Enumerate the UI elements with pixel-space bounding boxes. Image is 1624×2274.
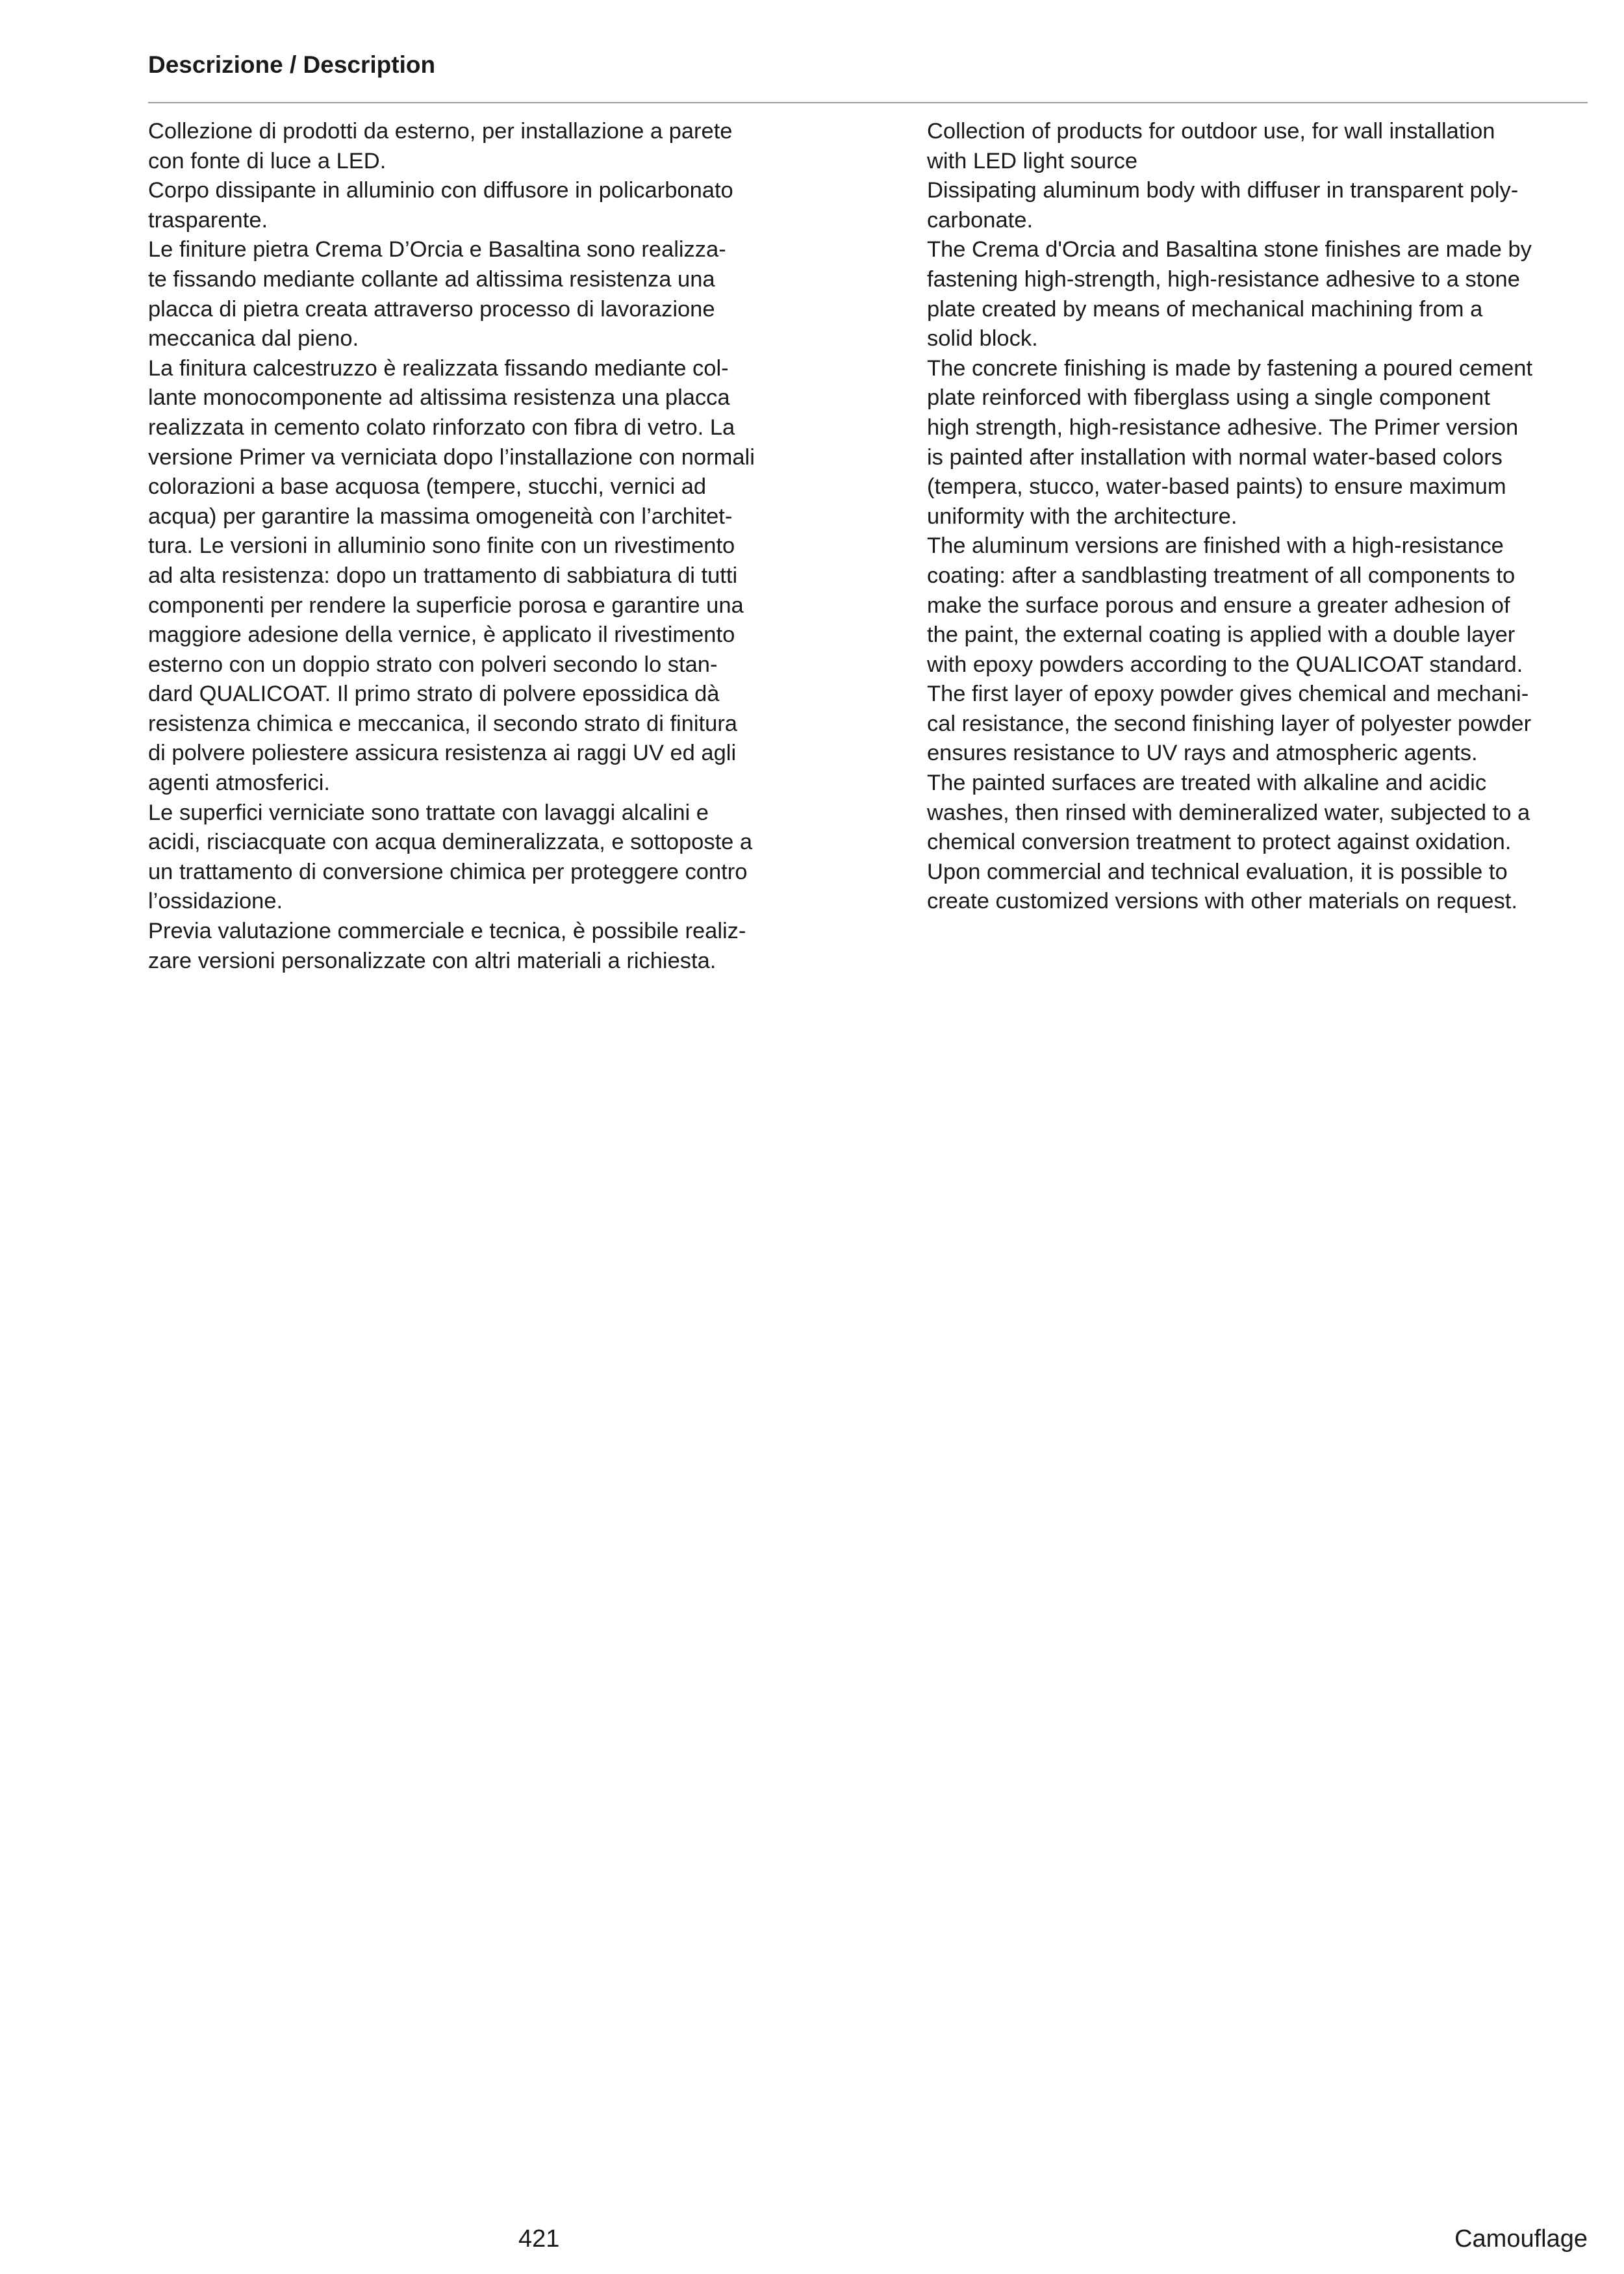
product-name: Camouflage xyxy=(1454,2225,1588,2253)
english-line: ensures resistance to UV rays and atmospheric agents. xyxy=(927,741,1478,766)
italian-line: te fissando mediante collante ad altissima resistenza una xyxy=(148,266,715,292)
header-divider xyxy=(148,102,1588,103)
italian-description xyxy=(148,117,824,976)
italian-line: placca di pietra creata attraverso processo di lavorazione xyxy=(148,296,715,322)
italian-line: zare versioni personalizzate con altri materiali a richiesta. xyxy=(148,948,717,973)
english-line: is painted after installation with normal water-based colors xyxy=(927,444,1503,470)
english-line: with epoxy powders according to the QUALICOAT standard. xyxy=(927,652,1523,677)
italian-line: Collezione di prodotti da esterno, per installazione a parete xyxy=(148,119,733,144)
english-line: create customized versions with other materials on request. xyxy=(927,889,1517,914)
italian-line: tura. Le versioni in alluminio sono finite con un rivestimento xyxy=(148,533,735,559)
italian-line: Corpo dissipante in alluminio con diffusore in policarbonato xyxy=(148,178,733,203)
italian-line: componenti per rendere la superficie porosa e garantire una xyxy=(148,593,744,618)
english-line: Collection of products for outdoor use, for wall installation xyxy=(927,119,1495,144)
english-line: high strength, high-resistance adhesive. The Primer version xyxy=(927,415,1519,440)
english-line: washes, then rinsed with demineralized water, subjected to a xyxy=(927,800,1530,825)
italian-line: agenti atmosferici. xyxy=(148,771,330,796)
italian-line: meccanica dal pieno. xyxy=(148,326,359,351)
italian-line: versione Primer va verniciata dopo l’installazione con normali xyxy=(148,444,755,470)
italian-line: acidi, risciacquate con acqua demineralizzata, e sottoposte a xyxy=(148,830,753,855)
italian-line: realizzata in cemento colato rinforzato con fibra di vetro. La xyxy=(148,415,735,440)
english-line: fastening high-strength, high-resistance adhesive to a stone xyxy=(927,266,1520,292)
italian-line: colorazioni a base acquosa (tempere, stucchi, vernici ad xyxy=(148,474,707,500)
english-line: Dissipating aluminum body with diffuser in transparent poly- xyxy=(927,178,1519,203)
italian-line: esterno con un doppio strato con polveri secondo lo stan- xyxy=(148,652,718,677)
italian-line: Le superfici verniciate sono trattate con lavaggi alcalini e xyxy=(148,800,709,825)
english-line: The aluminum versions are finished with a high-resistance xyxy=(927,533,1504,559)
italian-line: Previa valutazione commerciale e tecnica, è possibile realiz- xyxy=(148,919,746,944)
italian-line: dard QUALICOAT. Il primo strato di polvere epossidica dà xyxy=(148,682,720,707)
english-line: the paint, the external coating is applied with a double layer xyxy=(927,622,1516,648)
italian-line: La finitura calcestruzzo è realizzata fissando mediante col- xyxy=(148,355,729,381)
english-line: carbonate. xyxy=(927,207,1034,233)
italian-line: trasparente. xyxy=(148,207,268,233)
page-number: 421 xyxy=(518,2225,560,2253)
english-line: coating: after a sandblasting treatment of all components to xyxy=(927,563,1516,588)
italian-line: maggiore adesione della vernice, è applicato il rivestimento xyxy=(148,622,735,648)
italian-line: resistenza chimica e meccanica, il secondo strato di finitura xyxy=(148,711,737,736)
english-line: make the surface porous and ensure a greater adhesion of xyxy=(927,593,1510,618)
english-line: Upon commercial and technical evaluation, it is possible to xyxy=(927,859,1508,884)
english-line: The first layer of epoxy powder gives chemical and mechani- xyxy=(927,682,1529,707)
english-line: (tempera, stucco, water-based paints) to ensure maximum xyxy=(927,474,1506,500)
italian-line: di polvere poliestere assicura resistenza ai raggi UV ed agli xyxy=(148,741,737,766)
section-title: Descrizione / Description xyxy=(148,51,436,78)
italian-line: ad alta resistenza: dopo un trattamento di sabbiatura di tutti xyxy=(148,563,738,588)
english-description xyxy=(927,117,1603,917)
english-line: uniformity with the architecture. xyxy=(927,504,1237,529)
english-line: The Crema d'Orcia and Basaltina stone finishes are made by xyxy=(927,237,1532,262)
italian-line: Le finiture pietra Crema D’Orcia e Basaltina sono realizza- xyxy=(148,237,726,262)
italian-line: lante monocomponente ad altissima resistenza una placca xyxy=(148,385,730,411)
italian-line: un trattamento di conversione chimica per proteggere contro xyxy=(148,859,748,884)
italian-line: acqua) per garantire la massima omogeneità con l’architet- xyxy=(148,504,733,529)
english-line: cal resistance, the second finishing layer of polyester powder xyxy=(927,711,1532,736)
english-line: The painted surfaces are treated with alkaline and acidic xyxy=(927,771,1487,796)
english-line: with LED light source xyxy=(927,148,1138,173)
italian-line: l’ossidazione. xyxy=(148,889,283,914)
english-line: plate created by means of mechanical machining from a xyxy=(927,296,1483,322)
english-line: plate reinforced with fiberglass using a single component xyxy=(927,385,1490,411)
english-line: The concrete finishing is made by fastening a poured cement xyxy=(927,355,1533,381)
english-line: chemical conversion treatment to protect against oxidation. xyxy=(927,830,1512,855)
italian-line: con fonte di luce a LED. xyxy=(148,148,387,173)
english-line: solid block. xyxy=(927,326,1038,351)
